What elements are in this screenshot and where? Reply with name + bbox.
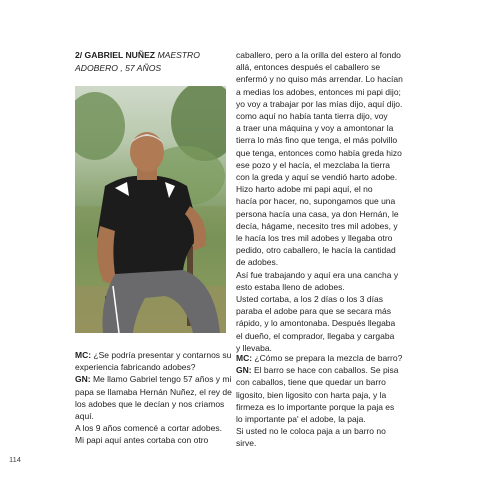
text-line: [236, 376, 396, 388]
text-line: [75, 361, 230, 373]
line-text: firmeza es lo importante porque la paja es: [236, 401, 395, 412]
line-text: ¿Se podría presentar y contarnos su: [91, 350, 232, 360]
text-line: yo voy a trabajar por las mías dijo, aquí dijo.: [236, 98, 403, 109]
text-line: que tenga, entonces como había greda hizo: [236, 147, 402, 158]
text-line: [75, 422, 230, 434]
line-text: lo importante pa' el adobe, la paja.: [236, 414, 366, 425]
line-text: ¿Cómo se prepara la mezcla de barro?: [252, 353, 403, 363]
text-line: allá, entonces después el caballero se: [236, 62, 381, 73]
text-line: decía, hágame, necesito tres mil adobes, y: [236, 220, 398, 231]
line-text: papa se llamaba Hernán Nuñez, el rey de: [75, 386, 232, 397]
speaker-label: GN:: [236, 365, 252, 376]
text-line: [236, 437, 396, 449]
text-line: [236, 425, 396, 437]
text-line: paraba el adobe para que se secara más: [236, 306, 391, 317]
text-line: [236, 401, 396, 413]
text-column-right-top: [236, 49, 403, 354]
article-heading: [75, 49, 225, 75]
text-line: de adobes.: [236, 257, 279, 268]
line-text: Me llamo Gabriel tengo 57 años y mi: [90, 374, 232, 385]
interviewee-role: MAESTRO ADOBERO , 57 AÑOS: [75, 50, 200, 73]
interviewee-name: 2/ GABRIEL NUÑEZ: [75, 50, 156, 60]
text-line: [75, 349, 230, 361]
text-line: con la greda y aquí se vendió harto adobe.: [236, 172, 398, 183]
line-text: los adobes que le decían y nos criamos: [75, 398, 225, 409]
text-line: Hizo harto adobe mi papi aquí, el no: [236, 184, 373, 195]
line-text: El barro se hace con caballos. Se pisa: [251, 365, 399, 376]
text-line: le hacía los tres mil adobes y llegaba otro: [236, 233, 393, 244]
page-number: 114: [9, 455, 21, 464]
line-text: ligosito, bien ligosito con harta paja, y la: [236, 389, 387, 400]
text-line: enfermó y no quiso más arrendar. Lo hacían: [236, 74, 403, 85]
line-text: aquí.: [75, 411, 94, 422]
speaker-label: MC:: [236, 353, 253, 363]
text-line: [75, 434, 230, 446]
text-line: a traer una máquina y voy a amontonar la: [236, 123, 394, 134]
speaker-label: MC:: [75, 350, 92, 360]
text-line: [75, 386, 230, 398]
text-line: y llevaba.: [236, 342, 272, 353]
text-line: rápido, y lo amontonaba. Después llegaba: [236, 318, 396, 329]
text-line: caballero, pero a la orilla del estero al fondo: [236, 50, 401, 60]
text-column-left: [75, 349, 230, 447]
line-text: A los 9 años comencé a cortar adobes.: [75, 423, 222, 434]
text-line: [236, 389, 396, 401]
portrait-photo: [75, 86, 226, 333]
text-line: [75, 398, 230, 410]
text-line: Usted cortaba, a los 2 días o los 3 días: [236, 294, 383, 305]
line-text: sirve.: [236, 438, 257, 449]
line-text: Mi papi aquí antes cortaba con otro: [75, 435, 209, 446]
text-line: pedido, otro caballero, le hacía la cantidad: [236, 245, 396, 256]
text-line: persona hacía una casa, ya don Hernán, le: [236, 208, 399, 219]
text-line: a medias los adobes, entonces mi papi dijo;: [236, 86, 401, 97]
text-line: ese pozo y el hacía, el mezclaba la tierra: [236, 159, 391, 170]
text-line: [236, 352, 403, 364]
line-text: Si usted no le coloca paja a un barro no: [236, 426, 386, 437]
line-text: experiencia fabricando adobes?: [75, 362, 196, 373]
text-line: [75, 410, 230, 422]
text-column-right-bottom: [236, 352, 403, 450]
text-line: Así fue trabajando y aquí era una cancha y: [236, 269, 399, 280]
speaker-label: GN:: [75, 374, 91, 385]
text-line: hacía por hacer, no, supongamos que una: [236, 196, 396, 207]
text-line: tierra lo más fino que tenga, el más polvillo: [236, 135, 398, 146]
text-line: esto estaba lleno de adobes.: [236, 281, 345, 292]
text-line: [236, 364, 399, 376]
text-line: [75, 373, 230, 385]
text-line: el dueño, el comprador, llegaba y cargaba: [236, 330, 395, 341]
text-line: [236, 413, 396, 425]
text-line: como aquí no había tanta tierra dijo, voy: [236, 111, 388, 122]
line-text: con caballos, tiene que quedar un barro: [236, 377, 386, 388]
